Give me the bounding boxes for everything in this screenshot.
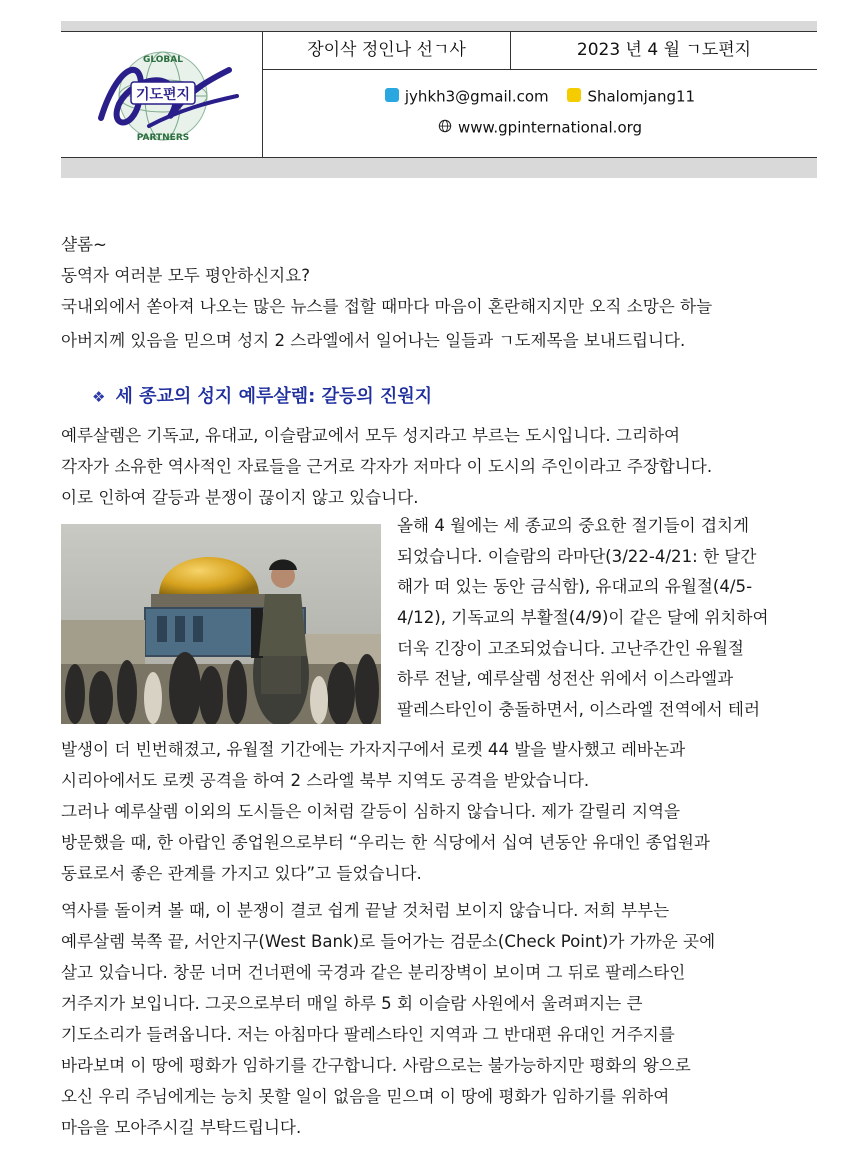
paragraph-line: 이로 인하여 갈등과 분쟁이 끊이지 않고 있습니다. xyxy=(61,488,419,507)
email-icon xyxy=(385,88,399,102)
paragraph-line: 살고 있습니다. 창문 너머 건너편에 국경과 같은 분리장벽이 보이며 그 뒤로 팔레스타인 xyxy=(61,963,686,982)
paragraph-line: 기도소리가 들려옵니다. 저는 아침마다 팔레스타인 지역과 그 반대편 유대인 거주지를 xyxy=(61,1025,675,1044)
letter-date: 2023 년 4 월 ㄱ도편지 xyxy=(576,40,752,60)
paragraph-line: 역사를 돌이켜 볼 때, 이 분쟁이 결코 쉽게 끝날 것처럼 보이지 않습니다. 저희 부부는 xyxy=(61,901,670,920)
website-link[interactable]: www.gpinternational.org xyxy=(457,118,643,137)
intro-line: 아버지께 있음을 믿으며 성지 2 스라엘에서 일어나는 일들과 ㄱ도제목을 보내드립니다. xyxy=(61,331,686,350)
kakaotalk-id: Shalomjang11 xyxy=(587,87,696,106)
paragraph-line: 바라보며 이 땅에 평화가 임하기를 간구합니다. 사람으로는 불가능하지만 평화의 왕으로 xyxy=(61,1056,691,1075)
wrapped-paragraph xyxy=(397,511,822,726)
paragraph-line: 각자가 소유한 역사적인 자료들을 근거로 각자가 저마다 이 도시의 주인이라고 주장합니다. xyxy=(61,457,713,476)
global-partners-logo xyxy=(79,40,247,152)
paragraph-line: 오신 우리 주님에게는 능치 못할 일이 없음을 믿으며 이 땅에 평화가 임하기를 위하여 xyxy=(61,1087,670,1106)
paragraph-line: 거주지가 보입니다. 그곳으로부터 매일 하루 5 회 이슬람 사원에서 울려펴지는 큰 xyxy=(61,994,643,1013)
logo-center-text: 기도편지 xyxy=(135,87,191,103)
intro-line: 동역자 여러분 모두 평안하신지요? xyxy=(61,266,311,285)
website-row xyxy=(263,118,817,137)
bottom-gray-bar xyxy=(61,158,817,178)
paragraph-line: 올해 4 월에는 세 종교의 중요한 절기들이 겹치게 xyxy=(397,516,750,535)
paragraph-line: 동료로서 좋은 관계를 가지고 있다”고 들었습니다. xyxy=(61,864,422,883)
kakaotalk-icon xyxy=(567,88,581,102)
logo-bottom-text: PARTNERS xyxy=(136,133,190,143)
paragraph-line: 되었습니다. 이슬람의 라마단(3/22-4/21: 한 달간 xyxy=(397,546,757,566)
globe-icon xyxy=(438,119,452,133)
top-gray-bar xyxy=(61,21,817,31)
paragraph-line: 시리아에서도 로켓 공격을 하여 2 스라엘 북부 지역도 공격을 받았습니다. xyxy=(61,771,590,790)
paragraph-line: 해가 떠 있는 동안 금식함), 유대교의 유월절(4/5- xyxy=(397,577,753,597)
contact-row xyxy=(263,87,817,106)
paragraph-line: 발생이 더 빈번해졌고, 유월절 기간에는 가자지구에서 로켓 44 발을 발사했고 레바논과 xyxy=(61,740,686,759)
paragraph-line: 더욱 긴장이 고조되었습니다. 고난주간인 유월절 xyxy=(397,638,744,658)
paragraph-line: 하루 전날, 예루살렘 성전산 위에서 이스라엘과 xyxy=(397,669,734,689)
bullet-icon: ❖ xyxy=(92,388,106,406)
intro-line: 국내외에서 쏟아져 나오는 많은 뉴스를 접할 때마다 마음이 혼란해지지만 오직 소망은 하늘 xyxy=(61,297,713,316)
header-divider-horizontal xyxy=(262,69,817,70)
section-heading-text: 세 종교의 성지 예루살렘: 갈등의 진원지 xyxy=(115,386,433,407)
paragraph-line: 예루살렘 북쪽 끝, 서안지구(West Bank)로 들어가는 검문소(Check Point)가 가까운 곳에 xyxy=(61,932,716,951)
jerusalem-photo xyxy=(61,524,381,724)
intro-line: 샬롬~ xyxy=(61,235,107,254)
paragraph-line: 마음을 모아주시길 부탁드립니다. xyxy=(61,1118,302,1137)
paragraph-line: 그러나 예루살렘 이외의 도시들은 이처럼 갈등이 심하지 않습니다. 제가 갈릴리 지역을 xyxy=(61,802,681,821)
paragraph-line: 방문했을 때, 한 아랍인 종업원으로부터 “우리는 한 식당에서 십여 년동안 유대인 종업원과 xyxy=(61,833,710,852)
email-address[interactable]: jyhkh3@gmail.com xyxy=(404,87,549,106)
paragraph-line: 예루살렘은 기독교, 유대교, 이슬람교에서 모두 성지라고 부르는 도시입니다. 그리하여 xyxy=(61,426,681,445)
logo-top-text: GLOBAL xyxy=(142,55,184,65)
section-heading xyxy=(92,382,432,408)
paragraph-line: 팔레스타인이 충돌하면서, 이스라엘 전역에서 테러 xyxy=(397,700,760,720)
missionary-names: 장이삭 정인나 선ㄱ사 xyxy=(307,40,466,60)
letter-header xyxy=(61,31,817,158)
paragraph-line: 4/12), 기독교의 부활절(4/9)이 같은 달에 위치하여 xyxy=(397,608,769,628)
